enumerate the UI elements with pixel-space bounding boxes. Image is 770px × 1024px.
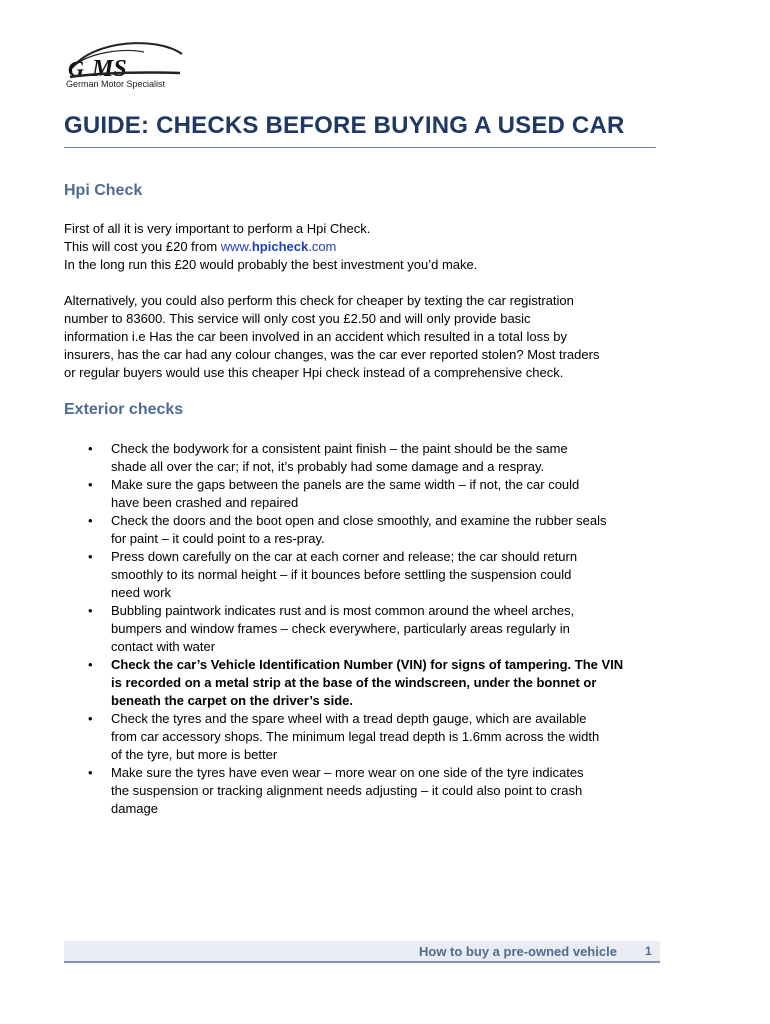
exterior-check-line: Check the bodywork for a consistent paint finish – the paint should be the same <box>111 441 568 456</box>
hpi-check-heading: Hpi Check <box>64 182 143 199</box>
logo-caption: German Motor Specialist <box>66 79 166 89</box>
exterior-check-line: Make sure the tyres have even wear – more wear on one side of the tyre indicates <box>111 765 584 780</box>
bullet-point: • <box>88 549 93 564</box>
exterior-check-line: for paint – it could point to a res-pray. <box>111 531 325 546</box>
exterior-check-item <box>0 764 670 818</box>
hpi-intro-paragraph <box>64 220 664 274</box>
exterior-check-item <box>0 656 670 710</box>
exterior-check-line: contact with water <box>111 639 216 654</box>
exterior-check-item <box>0 710 670 764</box>
hpi-alt-line: number to 83600. This service will only cost you £2.50 and will only provide basic <box>64 311 531 326</box>
exterior-check-line: Press down carefully on the car at each corner and release; the car should return <box>111 549 578 564</box>
footer-title: How to buy a pre-owned vehicle <box>419 944 617 959</box>
exterior-check-line: Bubbling paintwork indicates rust and is most common around the wheel arches, <box>111 603 575 618</box>
exterior-check-text <box>111 476 670 512</box>
hpi-investment-line: In the long run this £20 would probably the best investment you’d make. <box>64 257 478 272</box>
bullet-point: • <box>88 513 93 528</box>
exterior-checks-heading: Exterior checks <box>64 401 184 418</box>
bullet-point: • <box>88 441 93 456</box>
exterior-check-line: from car accessory shops. The minimum legal tread depth is 1.6mm across the width <box>111 729 600 744</box>
exterior-check-line: beneath the carpet on the driver’s side. <box>111 693 354 708</box>
exterior-check-text <box>111 440 670 476</box>
svg-text:G: G <box>68 56 84 81</box>
exterior-check-text <box>111 710 670 764</box>
exterior-checks-list <box>0 440 670 818</box>
exterior-check-text <box>111 656 670 710</box>
exterior-check-line: need work <box>111 585 171 600</box>
footer-divider <box>64 961 660 963</box>
exterior-check-line: bumpers and window frames – check everywhere, particularly areas regularly in <box>111 621 570 636</box>
exterior-check-line: Check the car’s Vehicle Identification Number (VIN) for signs of tampering. The VIN <box>111 657 624 672</box>
hpi-alt-line: Alternatively, you could also perform this check for cheaper by texting the car registration <box>64 293 574 308</box>
hpi-alternative-paragraph <box>64 292 664 382</box>
exterior-check-line: the suspension or tracking alignment needs adjusting – it could also point to crash <box>111 783 583 798</box>
bullet-point: • <box>88 711 93 726</box>
page-title: GUIDE: CHECKS BEFORE BUYING A USED CAR <box>64 112 625 139</box>
exterior-check-text <box>111 602 670 656</box>
hpicheck-link[interactable]: www.hpicheck.com <box>220 239 337 254</box>
logo-brand: MS <box>92 56 127 82</box>
page-number: 1 <box>645 944 652 958</box>
bullet-point: • <box>88 603 93 618</box>
exterior-check-item <box>0 548 670 602</box>
exterior-check-item <box>0 512 670 548</box>
hpi-alt-line: insurers, has the car had any colour changes, was the car ever reported stolen? Most traders <box>64 347 600 362</box>
exterior-check-line: Check the tyres and the spare wheel with a tread depth gauge, which are available <box>111 711 587 726</box>
exterior-check-line: smoothly to its normal height – if it bounces before settling the suspension could <box>111 567 572 582</box>
exterior-check-line: Make sure the gaps between the panels are the same width – if not, the car could <box>111 477 580 492</box>
exterior-check-line: shade all over the car; if not, it’s probably had some damage and a respray. <box>111 459 545 474</box>
title-divider <box>64 147 656 148</box>
exterior-check-line: have been crashed and repaired <box>111 495 299 510</box>
bullet-point: • <box>88 765 93 780</box>
exterior-check-text <box>111 764 670 818</box>
exterior-check-line: damage <box>111 801 158 816</box>
exterior-check-item <box>0 476 670 512</box>
exterior-check-item <box>0 602 670 656</box>
hpi-alt-line: information i.e Has the car been involved in an accident which resulted in a total loss by <box>64 329 567 344</box>
hpi-intro-line: First of all it is very important to perform a Hpi Check. <box>64 221 371 236</box>
exterior-check-text <box>111 548 670 602</box>
hpi-alt-line: or regular buyers would use this cheaper Hpi check instead of a comprehensive check. <box>64 365 564 380</box>
exterior-check-item <box>0 440 670 476</box>
exterior-check-line: of the tyre, but more is better <box>111 747 278 762</box>
exterior-check-line: is recorded on a metal strip at the base of the windscreen, under the bonnet or <box>111 675 597 690</box>
exterior-check-line: Check the doors and the boot open and close smoothly, and examine the rubber seals <box>111 513 607 528</box>
bullet-point: • <box>88 657 93 672</box>
hpi-cost-text: This will cost you £20 from <box>64 239 221 254</box>
exterior-check-text <box>111 512 670 548</box>
bullet-point: • <box>88 477 93 492</box>
hpi-cost-line <box>64 238 664 256</box>
